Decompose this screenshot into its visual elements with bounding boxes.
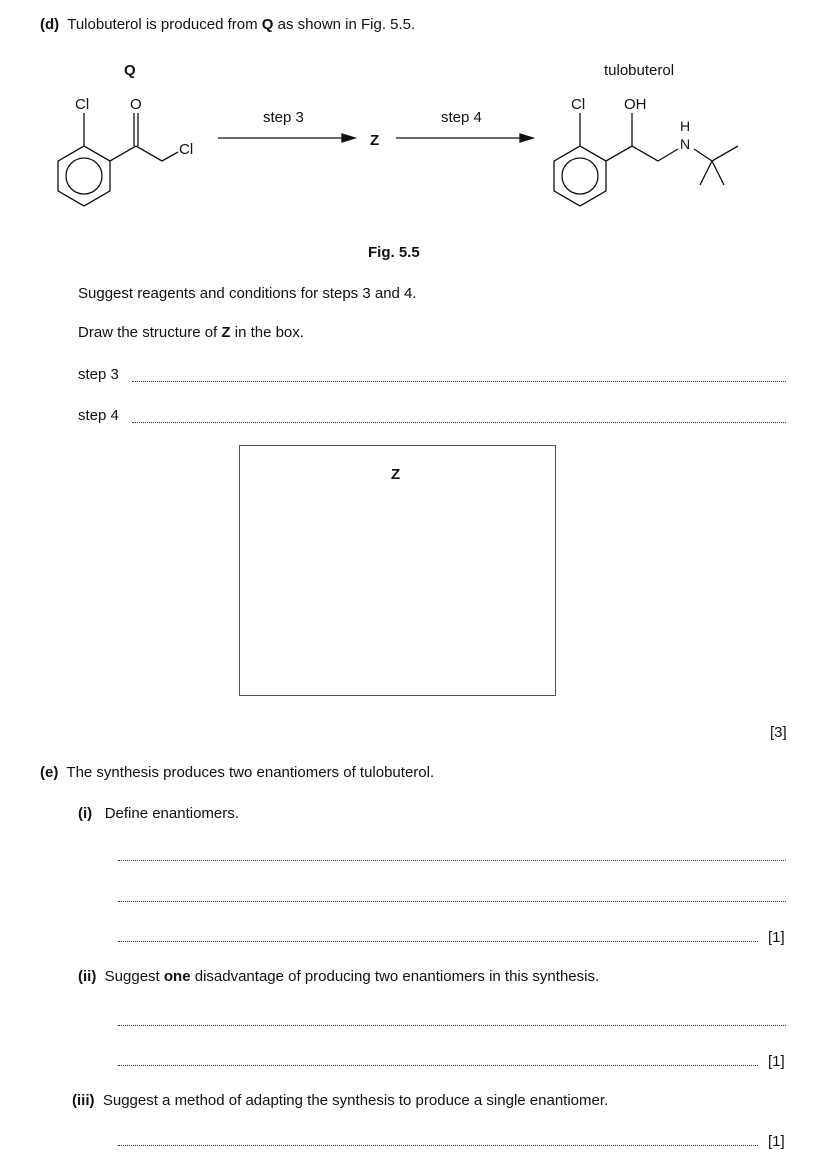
part-d-question: (d) Tulobuterol is produced from Q as shown in Fig. 5.5.	[40, 16, 416, 33]
arrow-step3	[218, 134, 355, 142]
part-e-question: (e) The synthesis produces two enantiomers of tulobuterol.	[40, 764, 435, 781]
reaction-scheme	[0, 0, 832, 240]
svg-text:Cl: Cl	[179, 141, 194, 158]
product-label: tulobuterol	[604, 62, 675, 79]
instruction-reagents: Suggest reagents and conditions for steps 3 and 4.	[78, 285, 417, 302]
part-e-ii-question: (ii) Suggest one disadvantage of producing two enantiomers in this synthesis.	[78, 968, 600, 985]
e-i-answer-line-1[interactable]	[118, 848, 786, 861]
arrow-step4	[396, 134, 533, 142]
svg-text:N: N	[680, 136, 691, 152]
marks-e-i: [1]	[768, 929, 785, 946]
step3-answer-line[interactable]	[132, 369, 786, 382]
svg-text:OH: OH	[624, 96, 647, 113]
step3-label: step 3	[78, 366, 119, 383]
step4-label: step 4	[78, 407, 119, 424]
e-ii-answer-line-2[interactable]	[118, 1053, 758, 1066]
marks-e-ii: [1]	[768, 1053, 785, 1070]
svg-text:Cl: Cl	[571, 96, 586, 113]
part-e-i-question: (i) Define enantiomers.	[78, 805, 239, 822]
svg-text:O: O	[130, 96, 142, 113]
box-z-label: Z	[391, 466, 401, 483]
instruction-draw: Draw the structure of Z in the box.	[78, 324, 304, 341]
marks-d: [3]	[770, 724, 787, 741]
svg-text:H: H	[680, 118, 691, 134]
q-label: Q	[124, 62, 136, 79]
step4-answer-line[interactable]	[132, 410, 786, 423]
e-iii-answer-line[interactable]	[118, 1133, 758, 1146]
e-i-answer-line-2[interactable]	[118, 889, 786, 902]
e-ii-answer-line-1[interactable]	[118, 1013, 786, 1026]
svg-text:step 3: step 3	[263, 109, 304, 126]
z-label: Z	[370, 132, 380, 149]
figure-caption: Fig. 5.5	[368, 244, 420, 261]
svg-text:Cl: Cl	[75, 96, 90, 113]
molecule-q	[58, 96, 193, 206]
part-e-iii-question: (iii) Suggest a method of adapting the synthesis to produce a single enantiomer.	[72, 1092, 609, 1109]
e-i-answer-line-3[interactable]	[118, 929, 758, 942]
molecule-tulobuterol	[554, 96, 738, 206]
marks-e-iii: [1]	[768, 1133, 785, 1150]
svg-text:step 4: step 4	[441, 109, 482, 126]
